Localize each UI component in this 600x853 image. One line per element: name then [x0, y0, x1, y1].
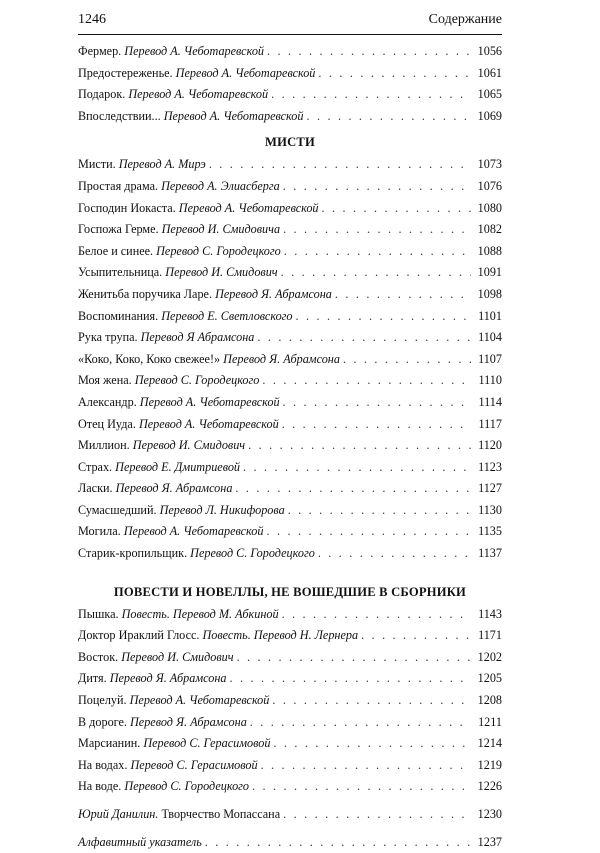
entry-page: 1056 [477, 44, 502, 58]
toc-entry[interactable] [78, 370, 502, 392]
page-header [78, 12, 502, 34]
entry-title: Страх. [78, 459, 113, 474]
entry-title: На воде. [78, 779, 122, 794]
entry-page: 1123 [478, 459, 502, 474]
leader-dots [281, 262, 471, 284]
entry-title: Миллион. [78, 438, 130, 453]
toc-entry[interactable] [78, 306, 502, 328]
entry-title: Белое и синее. [78, 243, 154, 258]
running-title: Содержание [428, 12, 502, 27]
entry-title: Пышка. [78, 606, 119, 621]
entry-translator: Перевод Я. Абрамсона [215, 286, 332, 301]
entry-page: 1080 [477, 200, 502, 215]
entry-title: Воспоминания. [78, 308, 159, 323]
entry-page: 1230 [477, 807, 502, 821]
entry-translator: Перевод И. Смидович [165, 265, 278, 280]
entry-title: Рука трупа. [78, 330, 138, 345]
toc-entry[interactable] [78, 543, 502, 565]
leader-dots [283, 219, 471, 241]
leader-dots [282, 414, 471, 436]
entry-title: Ласки. [78, 481, 113, 496]
leader-dots [283, 176, 471, 198]
leader-dots [283, 804, 471, 826]
leader-dots [267, 41, 471, 63]
entry-title: Сумасшедший. [78, 502, 157, 517]
entry-translator: Перевод А. Чеботаревской [128, 87, 269, 102]
toc-entry[interactable] [78, 712, 502, 734]
toc-entry[interactable] [78, 435, 502, 457]
entry-translator: Перевод Я. Абрамсона [115, 481, 233, 496]
entry-title: Поцелуй. [78, 693, 127, 708]
toc-entry-afterword[interactable] [78, 804, 502, 826]
entry-title: Александр. [78, 394, 137, 409]
toc-entry[interactable] [78, 392, 502, 414]
leader-dots [335, 284, 471, 306]
toc-entry[interactable] [78, 262, 502, 284]
leader-dots [296, 306, 471, 328]
leader-dots [273, 733, 471, 755]
toc-entry[interactable] [78, 755, 502, 777]
entry-page: 1214 [477, 736, 502, 751]
toc-list-novellas [78, 604, 502, 798]
entry-page: 1091 [477, 265, 502, 280]
leader-dots [235, 478, 471, 500]
toc-entry[interactable] [78, 500, 502, 522]
toc-entry-index[interactable] [78, 832, 502, 853]
toc-entry[interactable] [78, 219, 502, 241]
entry-translator: Перевод Е. Светловского [161, 308, 293, 323]
entry-page: 1143 [478, 606, 502, 621]
toc-entry[interactable] [78, 154, 502, 176]
entry-translator: Перевод С. Герасимовой [143, 736, 271, 751]
leader-dots [318, 543, 471, 565]
toc-entry[interactable] [78, 106, 502, 128]
entry-title: В дороге. [78, 714, 127, 729]
leader-dots [230, 668, 472, 690]
entry-title: Мисти. [78, 157, 116, 172]
entry-title: Могила. [78, 524, 121, 539]
entry-title: Госпожа Герме. [78, 222, 159, 237]
entry-page: 1114 [478, 394, 502, 409]
entry-page: 1110 [478, 373, 502, 388]
toc-entry[interactable] [78, 327, 502, 349]
toc-list-top [78, 41, 502, 127]
entry-page: 1135 [478, 524, 502, 539]
entry-page: 1065 [477, 87, 502, 102]
entry-page: 1098 [477, 286, 502, 301]
entry-title: Доктор Ираклий Глосс. [78, 628, 200, 643]
entry-translator: Перевод С. Городецкого [134, 373, 260, 388]
entry-title: Предостереженье. [78, 65, 173, 80]
toc-entry[interactable] [78, 41, 502, 63]
toc-entry[interactable] [78, 478, 502, 500]
leader-dots [288, 500, 471, 522]
entry-page: 1104 [478, 330, 502, 345]
entry-page: 1076 [477, 178, 502, 193]
entry-translator: Перевод Я. Абрамсона [130, 714, 247, 729]
toc-entry[interactable] [78, 84, 502, 106]
entry-translator: Перевод А. Чеботаревской [175, 65, 316, 80]
entry-page: 1202 [477, 649, 502, 664]
leader-dots [271, 84, 471, 106]
entry-translator: Перевод С. Герасимовой [130, 757, 258, 772]
entry-title: Марсианин. [78, 736, 141, 751]
entry-translator: Перевод А. Чеботаревской [138, 416, 279, 431]
toc-entry[interactable] [78, 198, 502, 220]
leader-dots [343, 349, 471, 371]
toc-entry[interactable] [78, 776, 502, 798]
entry-translator: Перевод И. Смидовича [161, 222, 281, 237]
entry-translator: Перевод Я Абрамсона [140, 330, 255, 345]
leader-dots [283, 392, 471, 414]
entry-title: Усыпительница. [78, 265, 163, 280]
entry-page: 1171 [478, 628, 502, 643]
entry-page: 1101 [478, 308, 502, 323]
entry-page: 1117 [478, 416, 502, 431]
entry-page: 1137 [478, 546, 502, 561]
toc-entry[interactable] [78, 284, 502, 306]
entry-translator: Перевод Л. Никифорова [159, 502, 285, 517]
leader-dots [252, 776, 471, 798]
entry-title: На водах. [78, 757, 128, 772]
entry-translator: Перевод А. Чеботаревской [123, 524, 264, 539]
entry-translator: Перевод А. Элиасберга [161, 178, 280, 193]
entry-title: Подарок. [78, 87, 126, 102]
leader-dots [282, 604, 471, 626]
entry-translator: Перевод С. Городецкого [124, 779, 250, 794]
toc-entry[interactable] [78, 457, 502, 479]
section-heading-misti: МИСТИ [265, 135, 315, 150]
toc-entry[interactable] [78, 668, 502, 690]
entry-page: 1069 [477, 108, 502, 123]
entry-translator: Повесть. Перевод Н. Лернера [202, 628, 359, 643]
entry-translator: Перевод И. Смидович [121, 649, 234, 664]
section-heading-novellas: ПОВЕСТИ И НОВЕЛЛЫ, НЕ ВОШЕДШИЕ В СБОРНИКИ [113, 584, 467, 599]
toc-entry[interactable] [78, 63, 502, 85]
toc-entry[interactable] [78, 176, 502, 198]
entry-title: «Коко, Коко, Коко свежее!» [78, 351, 221, 366]
entry-page: 1107 [478, 351, 502, 366]
entry-page: 1127 [478, 481, 502, 496]
entry-page: 1226 [477, 779, 502, 794]
entry-translator: Повесть. Перевод М. Абкиной [121, 606, 279, 621]
leader-dots [261, 755, 471, 777]
toc-entry[interactable] [78, 349, 502, 371]
leader-dots [205, 832, 471, 853]
entry-page: 1219 [477, 757, 502, 772]
entry-page: 1061 [477, 65, 502, 80]
entry-translator: Перевод И. Смидович [132, 438, 246, 453]
entry-title: Женитьба поручика Ларе. [78, 286, 213, 301]
leader-dots [361, 625, 471, 647]
entry-translator: Перевод А. Мирэ [118, 157, 206, 172]
entry-page: 1205 [477, 671, 502, 686]
entry-page: 1130 [478, 502, 502, 517]
entry-translator: Перевод Я. Абрамсона [109, 671, 227, 686]
toc-list-misti [78, 154, 502, 564]
entry-page: 1088 [477, 243, 502, 258]
leader-dots [322, 198, 471, 220]
entry-translator: Перевод А. Чеботаревской [129, 693, 270, 708]
entry-title: Фермер. [78, 44, 122, 58]
entry-title: Дитя. [78, 671, 107, 686]
entry-page: 1073 [477, 157, 502, 172]
entry-title: Творчество Мопассана [161, 807, 281, 821]
entry-title: Алфавитный указатель [78, 834, 202, 849]
entry-translator: Перевод А. Чеботаревской [178, 200, 319, 215]
entry-translator: Перевод Е. Дмитриевой [115, 459, 241, 474]
leader-dots [306, 106, 471, 128]
entry-title: Моя жена. [78, 373, 132, 388]
toc-entry[interactable] [78, 625, 502, 647]
leader-dots [243, 457, 471, 479]
page-number: 1246 [78, 12, 106, 27]
toc-entry[interactable] [78, 241, 502, 263]
toc-entry[interactable] [78, 521, 502, 543]
leader-dots [272, 690, 471, 712]
entry-title: Восток. [78, 649, 119, 664]
entry-author: Юрий Данилин. [78, 807, 159, 821]
entry-translator: Перевод А. Чеботаревской [124, 44, 265, 58]
entry-translator: Перевод А. Чеботаревской [163, 108, 304, 123]
leader-dots [318, 63, 471, 85]
toc-entry[interactable] [78, 733, 502, 755]
entry-title: Простая драма. [78, 178, 159, 193]
entry-title: Господин Иокаста. [78, 200, 176, 215]
entry-translator: Перевод А. Чеботаревской [139, 394, 280, 409]
entry-title: Впоследствии... [78, 108, 161, 123]
entry-page: 1208 [477, 693, 502, 708]
toc-entry[interactable] [78, 690, 502, 712]
entry-translator: Перевод С. Городецкого [156, 243, 281, 258]
entry-page: 1082 [477, 222, 502, 237]
leader-dots [262, 370, 471, 392]
leader-dots [284, 241, 471, 263]
leader-dots [266, 521, 471, 543]
entry-title: Отец Иуда. [78, 416, 136, 431]
toc-entry[interactable] [78, 414, 502, 436]
header-rule [78, 34, 502, 35]
entry-page: 1120 [478, 438, 502, 453]
entry-title: Старик-кропильщик. [78, 546, 188, 561]
toc-page [78, 12, 502, 853]
toc-entry[interactable] [78, 604, 502, 626]
entry-translator: Перевод Я. Абрамсона [223, 351, 340, 366]
entry-translator: Перевод С. Городецкого [190, 546, 315, 561]
leader-dots [209, 154, 471, 176]
entry-page: 1211 [478, 714, 502, 729]
leader-dots [257, 327, 471, 349]
leader-dots [248, 435, 471, 457]
leader-dots [237, 647, 471, 669]
toc-entry[interactable] [78, 647, 502, 669]
entry-page: 1237 [477, 834, 502, 849]
leader-dots [250, 712, 471, 734]
